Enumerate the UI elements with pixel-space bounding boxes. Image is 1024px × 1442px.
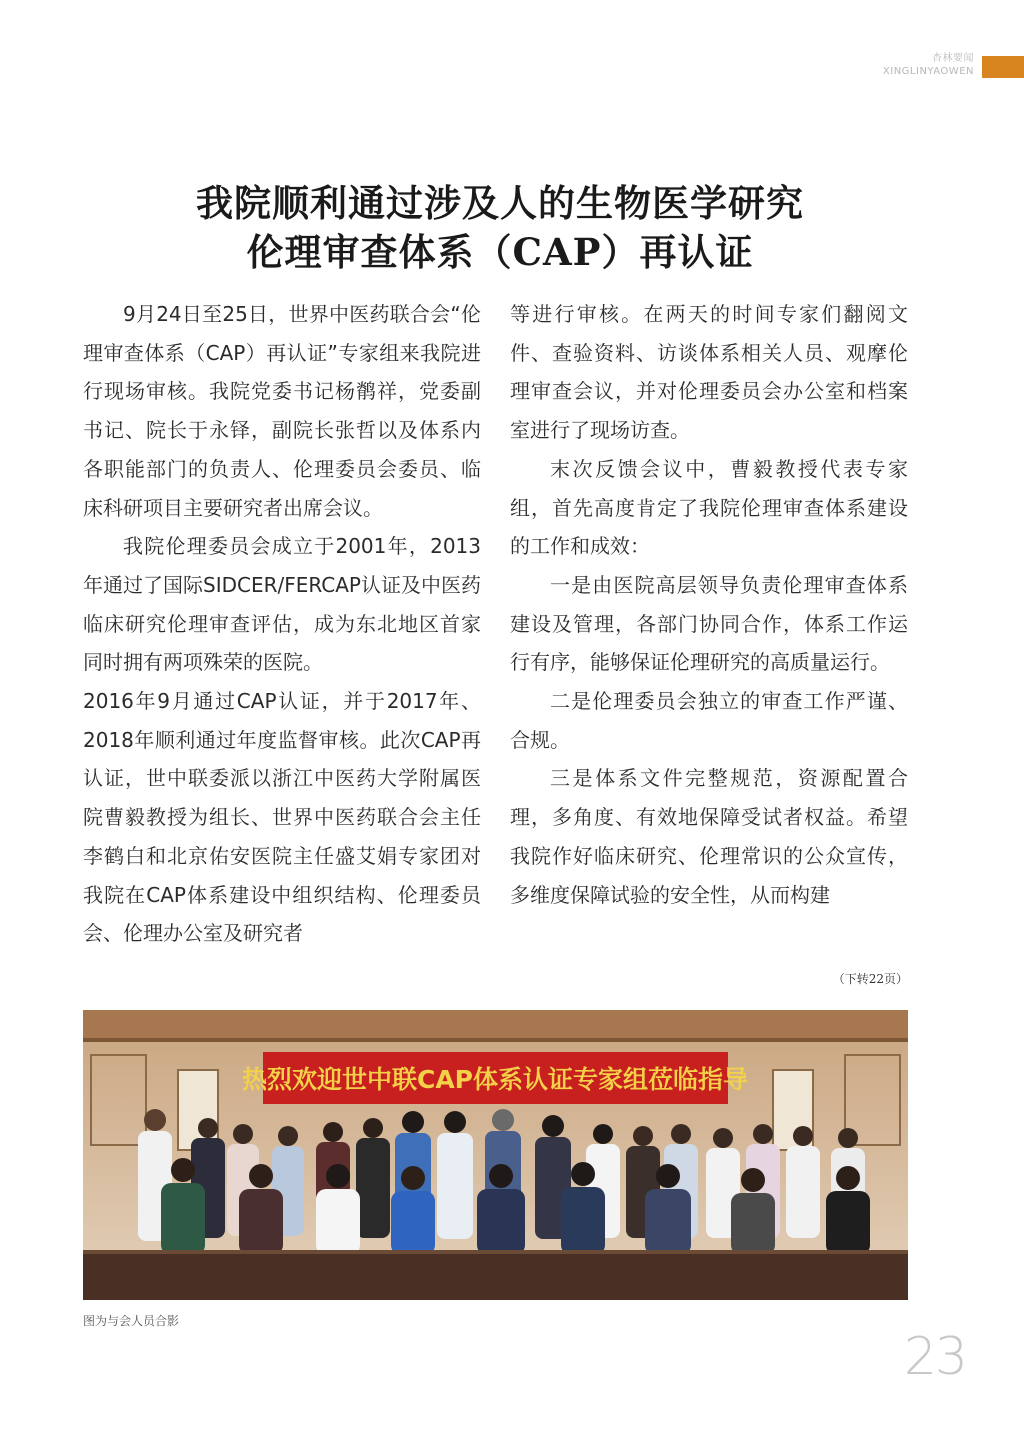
continued-note: （下转22页） <box>832 972 908 986</box>
left-column <box>83 295 481 953</box>
section-title-en: XINGLINYAOWEN <box>882 66 974 77</box>
banner-text: 热烈欢迎世中联CAP体系认证专家组莅临指导 <box>241 1065 749 1094</box>
right-column <box>510 295 908 914</box>
paragraph: 二是伦理委员会独立的审查工作严谨、合规。 <box>510 689 908 752</box>
header-accent-bar <box>982 56 1024 78</box>
page-number: 23 <box>903 1327 966 1387</box>
paragraph: 9月24日至25日，世界中医药联合会“伦理审查体系（CAP）再认证”专家组来我院进行现场审核。我院党委书记杨鹡祥，党委副书记、院长于永铎，副院长张哲以及体系内各职能部门的负责人、伦理委员会委员、临床科研项目主要研究者出席会议。 <box>83 302 481 520</box>
photo-caption: 图为与会人员合影 <box>83 1314 180 1328</box>
paragraph: 末次反馈会议中，曹毅教授代表专家组，首先高度肯定了我院伦理审查体系建设的工作和成效： <box>510 456 908 559</box>
section-header <box>883 52 974 78</box>
paragraph: 三是体系文件完整规范，资源配置合理，多角度、有效地保障受试者权益。希望我院作好临床研究、伦理常识的公众宣传，多维度保障试验的安全性，从而构建 <box>510 766 908 907</box>
article-title-line1: 我院顺利通过涉及人的生物医学研究 <box>196 181 804 225</box>
paragraph: 等进行审核。在两天的时间专家们翻阅文件、查验资料、访谈体系相关人员、观摩伦理审查会议，并对伦理委员会办公室和档案室进行了现场访查。 <box>510 302 908 443</box>
paragraph: 我院伦理委员会成立于2001年，2013年通过了国际SIDCER/FERCAP认证及中医药临床研究伦理审查评估，成为东北地区首家同时拥有两项殊荣的医院。 <box>83 534 481 675</box>
paragraph: 2016年9月通过CAP认证，并于2017年、2018年顺利通过年度监督审核。此次CAP再认证，世中联委派以浙江中医药大学附属医院曹毅教授为组长、世界中医药联合会主任李鹤白和北京佑安医院主任盛艾娟专家团对我院在CAP体系建设中组织结构、伦理委员会、伦理办公室及研究者 <box>83 689 481 946</box>
group-photo <box>83 1010 908 1300</box>
section-title-cn: 杏林要闻 <box>932 53 974 64</box>
paragraph: 一是由医院高层领导负责伦理审查体系建设及管理，各部门协同合作，体系工作运行有序，能够保证伦理研究的高质量运行。 <box>510 572 908 675</box>
article-title-line2: 伦理审查体系（CAP）再认证 <box>246 230 754 274</box>
